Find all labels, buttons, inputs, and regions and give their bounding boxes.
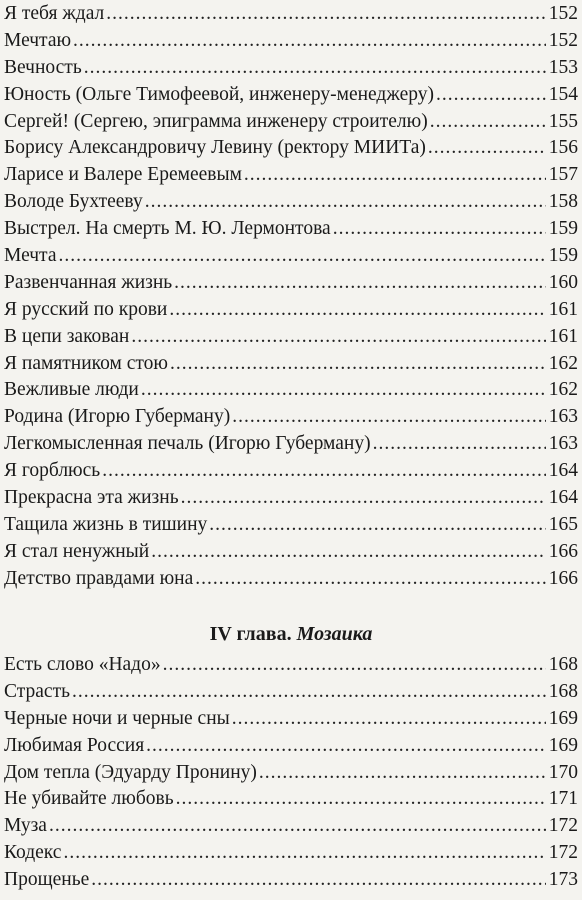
leader-dots xyxy=(176,786,546,812)
table-of-contents-page xyxy=(4,0,578,900)
toc-entry-page: 155 xyxy=(548,110,578,132)
toc-entry-page: 161 xyxy=(548,298,578,320)
toc-entry-page: 156 xyxy=(548,137,578,159)
toc-entry-title: В цепи закован xyxy=(4,325,130,347)
leader-dots xyxy=(146,733,546,759)
toc-entry-title: Не убивайте любовь xyxy=(4,788,174,810)
toc-entry xyxy=(4,733,578,760)
leader-dots xyxy=(170,351,546,377)
chapter-name: Мозаика xyxy=(296,623,373,645)
toc-entry-title: Я стал ненужный xyxy=(4,540,150,562)
leader-dots xyxy=(195,566,545,592)
toc-entry xyxy=(4,162,578,189)
leader-dots xyxy=(174,270,546,296)
toc-entry xyxy=(4,566,578,593)
toc-entry xyxy=(4,82,578,109)
toc-entry-page: 160 xyxy=(548,271,578,293)
toc-entry-page: 153 xyxy=(548,56,578,78)
toc-entry xyxy=(4,216,578,243)
leader-dots xyxy=(58,243,545,269)
leader-dots xyxy=(430,109,546,135)
toc-entry-page: 169 xyxy=(548,707,578,729)
leader-dots xyxy=(232,404,546,430)
toc-entry-page: 162 xyxy=(548,352,578,374)
toc-entry xyxy=(4,324,578,351)
toc-entry-title: Любимая Россия xyxy=(4,734,145,756)
toc-entry-title: Прощенье xyxy=(4,869,90,891)
toc-entry xyxy=(4,377,578,404)
toc-entry-title: Вежливые люди xyxy=(4,379,139,401)
toc-entry-title: Муза xyxy=(4,815,47,837)
toc-entry-page: 162 xyxy=(548,379,578,401)
toc-entry xyxy=(4,1,578,28)
leader-dots xyxy=(131,324,545,350)
toc-entry-title: Мечтаю xyxy=(4,29,72,51)
toc-entry xyxy=(4,760,578,787)
toc-entry-title: Дом тепла (Эдуарду Пронину) xyxy=(4,761,257,783)
toc-entry-title: Легкомысленная печаль (Игорю Губерману) xyxy=(4,433,371,455)
toc-entry-title: Борису Александровичу Левину (ректору МИИТа) xyxy=(4,137,426,159)
toc-section-chapter-4 xyxy=(4,652,578,894)
leader-dots xyxy=(259,760,546,786)
toc-entry-page: 166 xyxy=(548,567,578,589)
toc-entry-page: 169 xyxy=(548,734,578,756)
toc-section-previous-chapter xyxy=(4,1,578,593)
toc-entry-title: Родина (Игорю Губерману) xyxy=(4,406,231,428)
toc-entry-page: 159 xyxy=(548,218,578,240)
toc-entry xyxy=(4,297,578,324)
leader-dots xyxy=(145,189,546,215)
toc-entry-page: 164 xyxy=(548,460,578,482)
toc-entry-title: Вечность xyxy=(4,56,82,78)
toc-entry-title: Развенчанная жизнь xyxy=(4,271,173,293)
toc-entry-page: 154 xyxy=(548,83,578,105)
toc-entry-page: 172 xyxy=(548,815,578,837)
toc-entry-title: Детство правдами юна xyxy=(4,567,194,589)
toc-entry-title: Есть слово «Надо» xyxy=(4,654,161,675)
toc-entry xyxy=(4,243,578,270)
toc-entry-page: 158 xyxy=(548,191,578,213)
leader-dots xyxy=(232,706,546,732)
leader-dots xyxy=(73,28,546,54)
toc-entry xyxy=(4,458,578,485)
toc-entry-page: 166 xyxy=(548,540,578,562)
leader-dots xyxy=(373,431,546,457)
toc-entry-title: Я горблюсь xyxy=(4,460,101,482)
leader-dots xyxy=(163,652,546,678)
leader-dots xyxy=(436,82,546,108)
toc-entry-page: 170 xyxy=(548,761,578,783)
chapter-number: IV глава. xyxy=(209,623,292,645)
toc-entry-title: Я памятником стою xyxy=(4,352,168,374)
toc-entry xyxy=(4,431,578,458)
leader-dots xyxy=(244,162,546,188)
toc-entry-title: Сергей! (Сергею, эпиграмма инженеру строителю) xyxy=(4,110,428,132)
toc-entry-title: Выстрел. На смерть М. Ю. Лермонтова xyxy=(4,218,331,240)
toc-entry-page: 171 xyxy=(548,788,578,810)
toc-entry-page: 164 xyxy=(548,487,578,509)
toc-entry xyxy=(4,485,578,512)
toc-entry-page: 168 xyxy=(548,654,578,675)
toc-entry xyxy=(4,539,578,566)
leader-dots xyxy=(209,512,545,538)
toc-entry-page: 168 xyxy=(548,680,578,702)
toc-entry-title: Юность (Ольге Тимофеевой, инженеру-менеджеру) xyxy=(4,83,434,105)
toc-entry xyxy=(4,109,578,136)
toc-entry xyxy=(4,189,578,216)
leader-dots xyxy=(49,813,546,839)
leader-dots xyxy=(63,840,545,866)
toc-entry xyxy=(4,55,578,82)
leader-dots xyxy=(84,55,546,81)
toc-entry-title: Кодекс xyxy=(4,842,62,864)
toc-entry-title: Володе Бухтееву xyxy=(4,191,143,213)
toc-entry-page: 173 xyxy=(548,869,578,891)
leader-dots xyxy=(72,679,546,705)
leader-dots xyxy=(141,377,546,403)
toc-entry-title: Я тебя ждал xyxy=(4,3,105,24)
toc-entry-page: 163 xyxy=(548,433,578,455)
leader-dots xyxy=(106,1,545,27)
toc-entry-title: Мечта xyxy=(4,245,57,267)
leader-dots xyxy=(169,297,545,323)
toc-entry-title: Черные ночи и черные сны xyxy=(4,707,230,729)
toc-entry xyxy=(4,351,578,378)
toc-entry-page: 152 xyxy=(548,3,578,24)
toc-entry xyxy=(4,512,578,539)
toc-entry xyxy=(4,270,578,297)
toc-entry-page: 152 xyxy=(548,29,578,51)
toc-entry xyxy=(4,867,578,894)
toc-entry-page: 159 xyxy=(548,245,578,267)
leader-dots xyxy=(428,135,546,161)
toc-entry xyxy=(4,786,578,813)
toc-entry-page: 165 xyxy=(548,513,578,535)
chapter-heading xyxy=(4,620,578,648)
toc-entry xyxy=(4,840,578,867)
toc-entry xyxy=(4,813,578,840)
toc-entry-page: 161 xyxy=(548,325,578,347)
leader-dots xyxy=(102,458,546,484)
toc-entry-title: Тащила жизнь в тишину xyxy=(4,513,208,535)
toc-entry xyxy=(4,135,578,162)
toc-entry-page: 172 xyxy=(548,842,578,864)
toc-entry xyxy=(4,28,578,55)
leader-dots xyxy=(151,539,546,565)
toc-entry-title: Прекрасна эта жизнь xyxy=(4,487,179,509)
toc-entry xyxy=(4,404,578,431)
toc-entry xyxy=(4,652,578,679)
toc-entry-page: 157 xyxy=(548,164,578,186)
toc-entry xyxy=(4,679,578,706)
toc-entry-title: Я русский по крови xyxy=(4,298,168,320)
leader-dots xyxy=(91,867,546,893)
leader-dots xyxy=(181,485,546,511)
toc-entry-title: Ларисе и Валере Еремеевым xyxy=(4,164,242,186)
toc-entry xyxy=(4,706,578,733)
toc-entry-title: Страсть xyxy=(4,680,70,702)
leader-dots xyxy=(333,216,546,242)
toc-entry-page: 163 xyxy=(548,406,578,428)
